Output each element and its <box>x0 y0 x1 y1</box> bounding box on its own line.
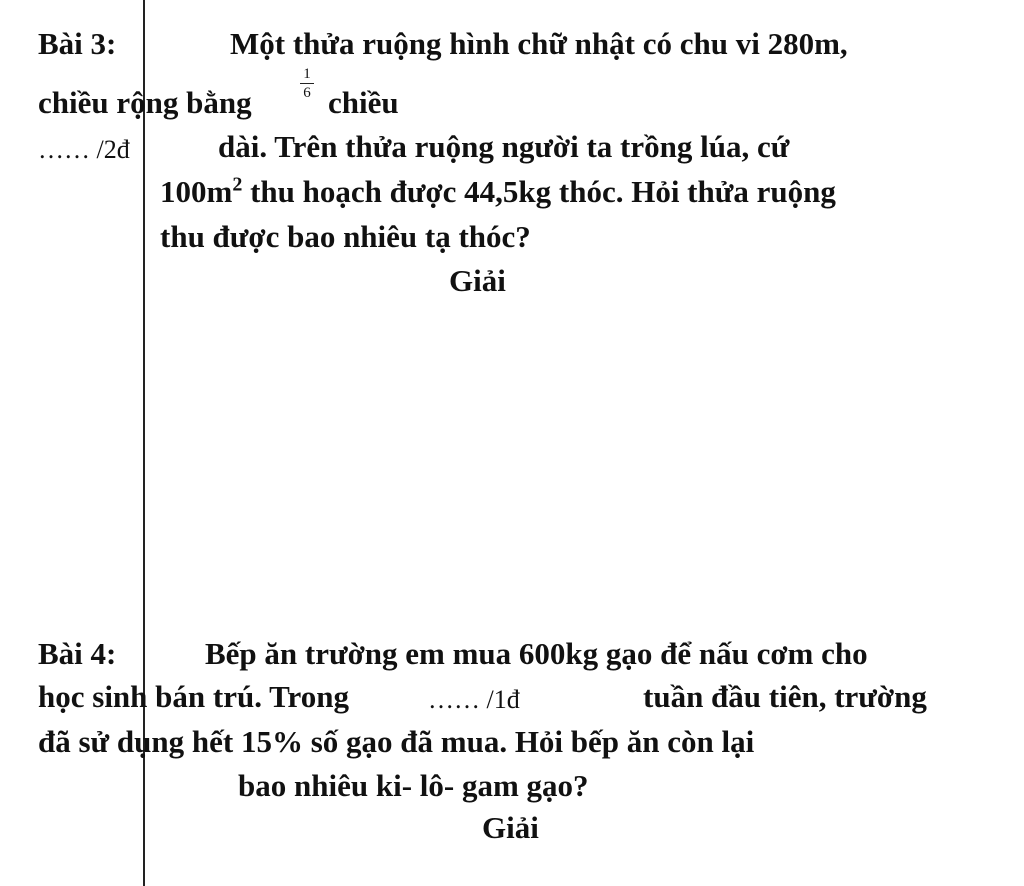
exercise-4-line-2a: học sinh bán trú. Trong <box>38 679 349 714</box>
exercise-3-score: …… /2đ <box>38 135 130 164</box>
exercise-3-solution-heading: Giải <box>449 263 506 298</box>
fraction-bar <box>300 83 314 84</box>
exercise-4-line-4: bao nhiêu ki- lô- gam gạo? <box>238 768 589 803</box>
exercise-3-line-4-rest: thu hoạch được 44,5kg thóc. Hỏi thửa ruộng <box>242 174 836 209</box>
exercise-4-label: Bài 4: <box>38 636 117 671</box>
exercise-4-solution-heading: Giải <box>482 810 539 845</box>
area-value: 100m <box>160 174 233 209</box>
exercise-4-line-2b: tuần đầu tiên, trường <box>643 679 927 714</box>
exercise-3-line-2b: chiều <box>328 85 399 120</box>
exercise-3-label: Bài 3: <box>38 26 117 61</box>
exercise-3-line-4 <box>160 174 836 210</box>
exercise-4-line-1: Bếp ăn trường em mua 600kg gạo để nấu cơm cho <box>205 636 868 671</box>
exercise-4-score: …… /1đ <box>428 685 520 714</box>
exercise-3-line-2a: chiều rộng bằng <box>38 85 252 120</box>
fraction-denominator: 6 <box>303 85 311 101</box>
exercise-3-line-5: thu được bao nhiêu tạ thóc? <box>160 219 531 254</box>
fraction-one-sixth <box>300 66 314 101</box>
exercise-4-line-3: đã sử dụng hết 15% số gạo đã mua. Hỏi bếp ăn còn lại <box>38 724 755 759</box>
exercise-3-line-1: Một thửa ruộng hình chữ nhật có chu vi 280m, <box>230 26 848 61</box>
exercise-3-line-3: dài. Trên thửa ruộng người ta trồng lúa, cứ <box>218 129 790 164</box>
fraction-numerator: 1 <box>303 66 311 82</box>
area-exponent: 2 <box>232 173 243 196</box>
